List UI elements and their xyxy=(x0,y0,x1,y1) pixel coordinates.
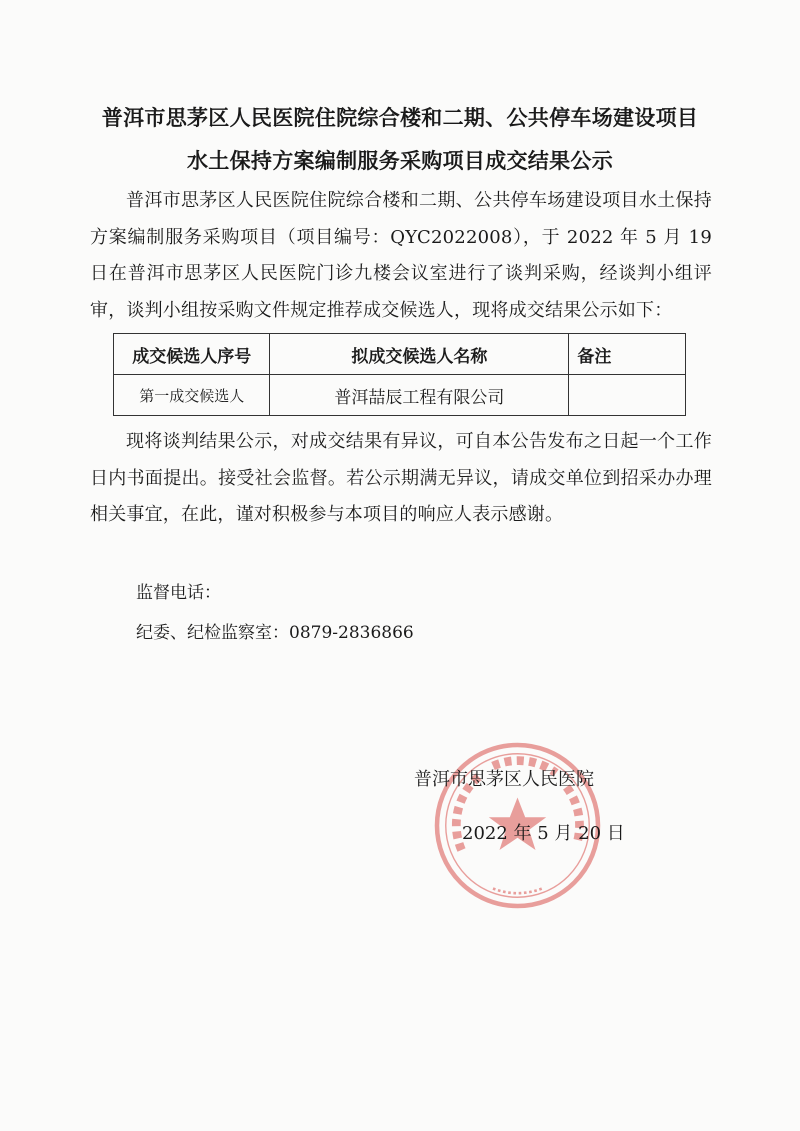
cell-candidate-name: 普洱喆辰工程有限公司 xyxy=(270,375,569,416)
cell-candidate-rank: 第一成交候选人 xyxy=(114,375,270,416)
table-header-row xyxy=(114,334,686,375)
seal-bottom-mark xyxy=(493,889,542,894)
intro-paragraph: 普洱市思茅区人民医院住院综合楼和二期、公共停车场建设项目水土保持方案编制服务采购项目（项目编号：QYC2022008），于 2022 年 5 月 19 日在普洱市思茅区人民医院门诊九楼会议室进行了谈判采购，经谈判小组评审，谈判小组按采购文件规定推荐成交候选人，现将成交结果公示如下： xyxy=(90,190,712,321)
title-line-2: 水土保持方案编制服务采购项目成交结果公示 xyxy=(187,149,613,173)
signature-date: 2022 年 5 月 20 日 xyxy=(462,823,625,844)
notice-paragraph: 现将谈判结果公示，对成交结果有异议，可自本公告发布之日起一个工作日内书面提出。接受社会监督。若公示期满无异议，请成交单位到招采办办理相关事宜，在此，谨对积极参与本项目的响应人表示感谢。 xyxy=(90,431,712,525)
header-candidate-rank: 成交候选人序号 xyxy=(114,334,270,375)
header-candidate-name: 拟成交候选人名称 xyxy=(270,334,569,375)
table-row xyxy=(114,375,686,416)
supervision-phone: 纪委、纪检监察室：0879-2836866 xyxy=(136,623,414,643)
title-line-1: 普洱市思茅区人民医院住院综合楼和二期、公共停车场建设项目 xyxy=(101,106,699,130)
supervision-label: 监督电话： xyxy=(136,583,221,603)
result-table xyxy=(113,333,686,416)
cell-remark xyxy=(569,375,686,416)
header-remark: 备注 xyxy=(569,334,686,375)
signature-organization: 普洱市思茅区人民医院 xyxy=(414,769,594,790)
